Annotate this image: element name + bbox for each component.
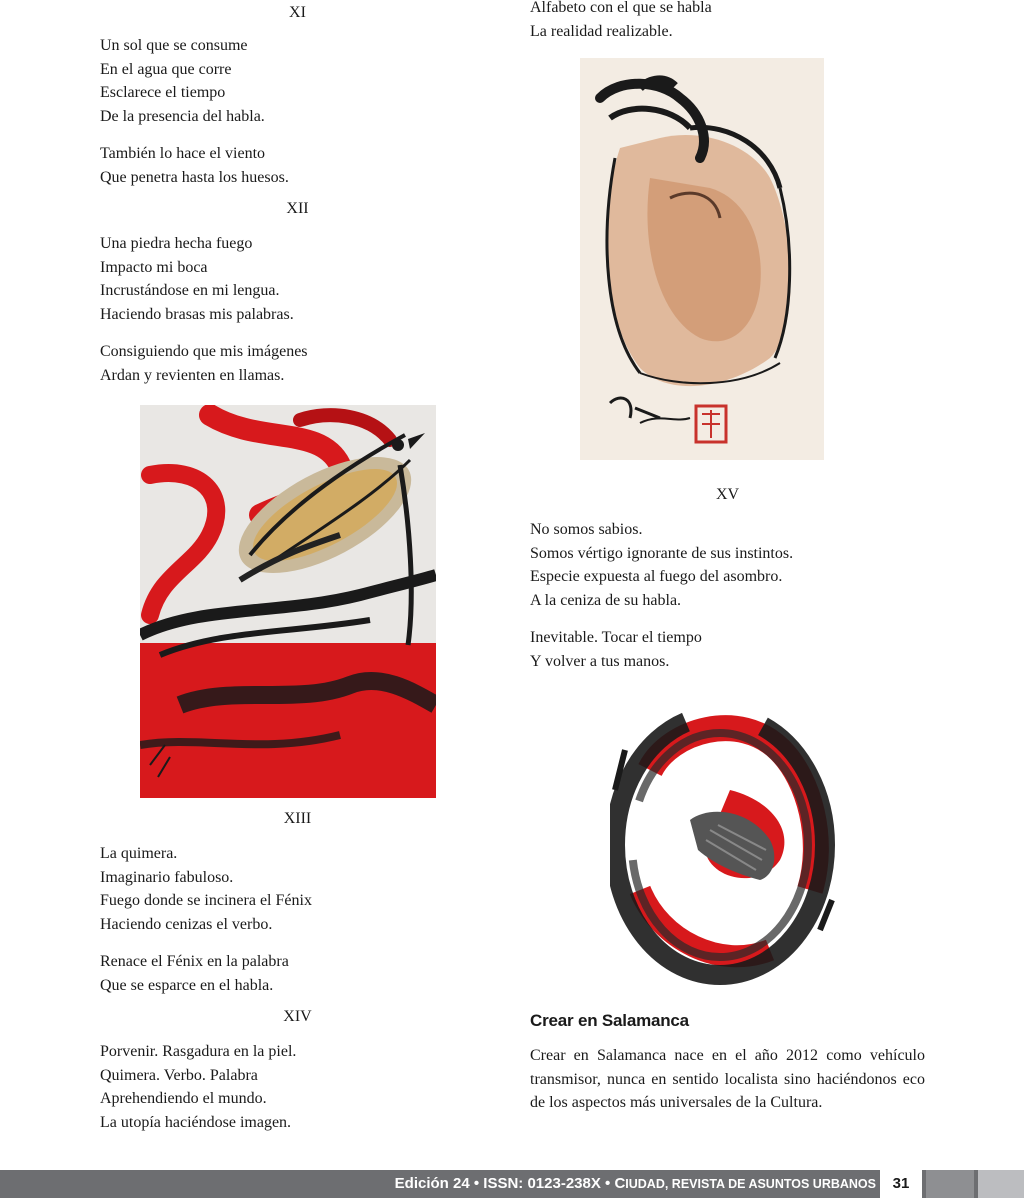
verse-line: Que se esparce en el habla. [100, 976, 274, 994]
page-number: 31 [880, 1170, 922, 1198]
poem-numeral-xi: XI [289, 4, 306, 21]
footer-journal-initial: C [614, 1175, 626, 1192]
verse-line: Fuego donde se incinera el Fénix [100, 892, 312, 909]
stanza-xii-2 [100, 340, 308, 387]
verse-line: También lo hace el viento [100, 145, 266, 162]
verse-line: Esclarece el tiempo [100, 84, 226, 101]
verse-line: A la ceniza de su habla. [530, 591, 682, 609]
verse-line: Aprehendiendo el mundo. [100, 1090, 267, 1107]
stanza-xi-1 [100, 34, 265, 128]
verse-line: Quimera. Verbo. Palabra [100, 1066, 258, 1084]
poem-numeral-xiv: XIV [283, 1008, 312, 1025]
verse-line: Imaginario fabuloso. [100, 868, 234, 886]
verse-line: Inevitable. Tocar el tiempo [530, 629, 702, 646]
seated-figure-painting-image [580, 58, 824, 460]
verse-line: Una piedra hecha fuego [100, 235, 253, 252]
poem-numeral-xii: XII [286, 200, 309, 217]
bird-painting-illustration [140, 405, 436, 798]
bird-painting-image [140, 405, 436, 798]
enso-brush-illustration [610, 690, 835, 990]
verse-line: Ardan y revienten en llamas. [100, 366, 285, 384]
verse-line: La quimera. [100, 845, 178, 862]
verse-line: Que penetra hasta los huesos. [100, 168, 289, 186]
verse-line: La utopía haciéndose imagen. [100, 1113, 292, 1131]
verse-line: De la presencia del habla. [100, 107, 265, 125]
verse-line: Porvenir. Rasgadura en la piel. [100, 1043, 297, 1060]
verse-line: Alfabeto con el que se habla [530, 0, 712, 16]
footer-journal-name: IUDAD, REVISTA DE ASUNTOS URBANOS [625, 1177, 876, 1191]
stanza-xv-1 [530, 518, 793, 612]
section-heading: Crear en Salamanca [530, 1011, 689, 1030]
footer-edition: Edición 24 • ISSN: 0123-238X • [394, 1175, 615, 1192]
verse-line: Somos vértigo ignorante de sus instintos. [530, 544, 794, 562]
enso-brush-painting-image [610, 690, 835, 990]
verse-line: Un sol que se consume [100, 37, 248, 54]
verse-line: Haciendo brasas mis palabras. [100, 305, 294, 323]
verse-line: Incrustándose en mi lengua. [100, 282, 280, 299]
verse-line: No somos sabios. [530, 521, 643, 538]
footer-publication-info [395, 1175, 876, 1192]
poem-numeral-xv: XV [715, 486, 740, 503]
footer-tab-light [978, 1170, 1024, 1198]
stanza-continued [530, 0, 712, 43]
page-footer [0, 1170, 1024, 1198]
verse-line: Impacto mi boca [100, 258, 208, 276]
seated-figure-illustration [580, 58, 824, 460]
verse-line: Consiguiendo que mis imágenes [100, 343, 308, 360]
section-paragraph: Crear en Salamanca nace en el año 2012 como vehículo transmisor, nunca en sentido localista sino haciéndonos eco de los aspectos más universales de la Cultura. [530, 1047, 925, 1111]
verse-line: Especie expuesta al fuego del asombro. [530, 568, 783, 585]
verse-line: Renace el Fénix en la palabra [100, 953, 289, 970]
poem-numeral-xiii: XIII [283, 810, 312, 827]
verse-line: Y volver a tus manos. [530, 652, 670, 670]
verse-line: La realidad realizable. [530, 22, 673, 40]
stanza-xii-1 [100, 232, 294, 326]
stanza-xiii-2 [100, 950, 289, 997]
verse-line: Haciendo cenizas el verbo. [100, 915, 273, 933]
stanza-xiv-1 [100, 1040, 296, 1134]
stanza-xiii-1 [100, 842, 312, 936]
stanza-xi-2 [100, 142, 289, 189]
verse-line: En el agua que corre [100, 60, 232, 78]
footer-tab-dark [926, 1170, 974, 1198]
stanza-xv-2 [530, 626, 702, 673]
